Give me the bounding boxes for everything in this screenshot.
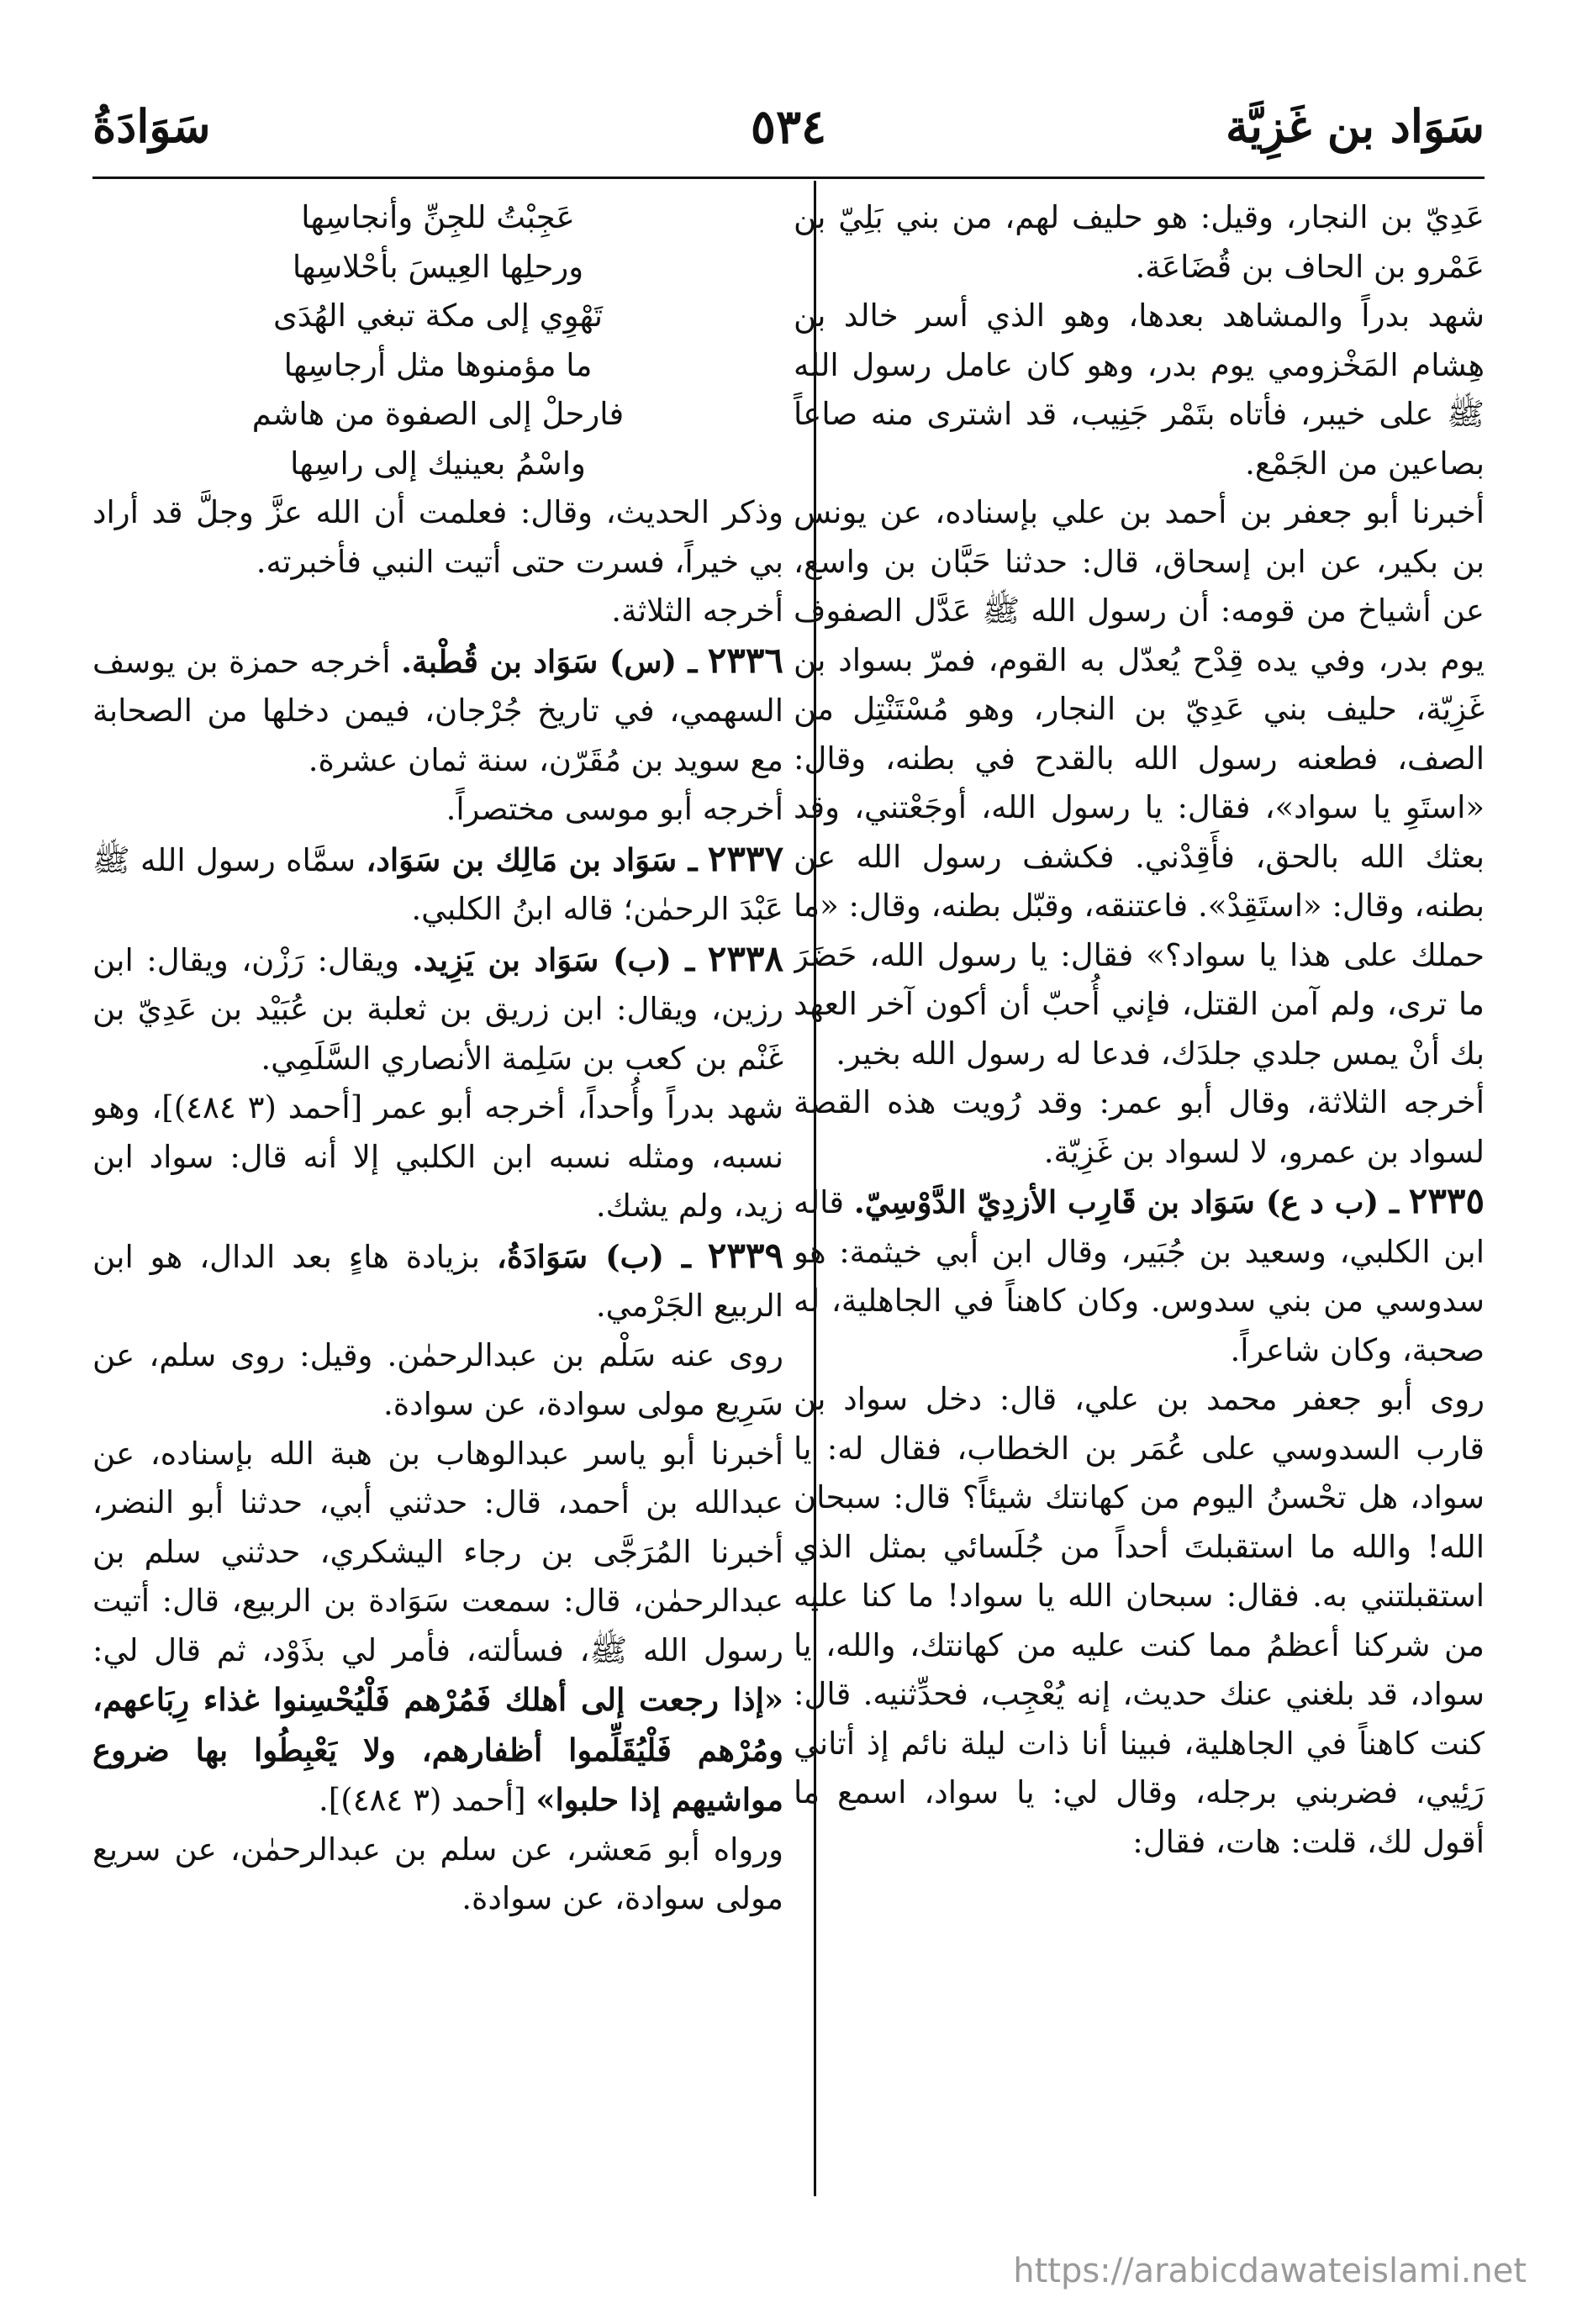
entry-text: ويقال: رَزْن، ويقال: ابن رزين، ويقال: ابن زريق بن ثعلبة بن عُبَيْد بن عَدِيّ بن غَنْم بن كعب بن سَلِمة الأنصاري السَّلَمِي. [92, 941, 783, 1077]
page-number: ٥٣٤ [750, 99, 827, 155]
entry-heading: ـ (ب) سَوَاد بن يَزِيد. [412, 941, 695, 978]
watermark-url: https://arabicdawateislami.net [1013, 2252, 1527, 2290]
header-rule [92, 177, 1485, 179]
entry-2337 [92, 835, 783, 935]
poem-verse: ما مؤمنوها مثل أرجاسِها [283, 346, 593, 383]
entry-heading: ـ (س) سَوَاد بن قُطْبة. [401, 642, 698, 680]
entry-number: ٢٣٣٥ [1408, 1180, 1485, 1221]
entry-heading: ـ (ب) سَوَادَةُ، [496, 1237, 691, 1275]
paragraph: أخرجه الثلاثة، وقال أبو عمر: وقد رُويت هذه القصة لسواد بن عمرو، لا لسواد بن غَزِيّة. [794, 1084, 1485, 1170]
entry-text: بزيادة هاءٍ بعد الدال، هو ابن الربيع الجَرْمي. [92, 1238, 783, 1324]
poem [92, 193, 783, 488]
entry-text: قاله ابن الكلبي، وسعيد بن جُبَير، وقال ابن أبي خيثمة: هو سدوسي من بني سدوس. وكان كاهناً في الجاهلية، له صحبة، وكان شاعراً. [794, 1184, 1485, 1368]
entry-2338 [92, 935, 783, 1084]
entry-heading: ـ سَوَاد بن مَالِك بن سَوَاد، [366, 841, 698, 878]
poem-verse: واسْمُ بعينيك إلى راسِها [290, 445, 586, 482]
poem-verse: تَهْوِي إلى مكة تبغي الهُدَى [272, 298, 604, 334]
paragraph: عَدِيّ بن النجار، وقيل: هو حليف لهم، من بني بَلِيّ بن عَمْرو بن الحاف بن قُضَاعَة. [794, 199, 1485, 285]
poem-verse: عَجِبْتُ للجِنِّ وأنجاسِها [301, 199, 575, 235]
paragraph: أخرجه الثلاثة. [611, 593, 783, 629]
page-header [92, 99, 1485, 175]
paragraph: شهد بدراً وأُحداً، أخرجه أبو عمر [أحمد (٣ ٤٨٤)]، وهو نسبه، ومثله نسبه ابن الكلبي إلا أنه قال: سواد ابن زيد، ولم يشك. [92, 1089, 783, 1224]
entry-number: ٢٣٣٦ [707, 639, 783, 681]
paragraph: ورواه أبو مَعشر، عن سلم بن عبدالرحمٰن، عن سريع مولى سوادة، عن سوادة. [92, 1831, 783, 1916]
poem-verse: ورحلِها العِيسَ بأحْلاسِها [292, 248, 584, 285]
paragraph: وذكر الحديث، وقال: فعلمت أن الله عزَّ وجلَّ قد أراد بي خيراً، فسرت حتى أتيت النبي فأخبرته. [92, 494, 783, 580]
entry-2335 [794, 1177, 1485, 1375]
paragraph: أخرجه أبو موسى مختصراً. [446, 791, 783, 827]
left-column [92, 193, 783, 2190]
paragraph: روى أبو جعفر محمد بن علي، قال: دخل سواد بن قارب السدوسي على عُمَر بن الخطاب، فقال له: يا سواد، هل تحْسنُ اليوم من كهانتك شيئاً؟ قال: سبحان الله! والله ما استقبلتَ أحداً من جُلَسائي بمثل الذي استقبلتني به. فقال: سبحان الله يا سواد! ما كنا عليه من شركنا أعظمُ مما كنت عليه من كهانتك، والله، يا سواد، قد بلغني عنك حديث، إنه يُعْجِب، فحدِّثنيه. قال: كنت كاهناً في الجاهلية، فبينا أنا ذات ليلة نائم إذ أتاني رَئِيي، فضربني برجله، وقال لي: يا سواد، اسمع ما أقول لك، قلت: هات، فقال: [794, 1381, 1485, 1860]
entry-number: ٢٣٣٧ [707, 837, 783, 879]
entry-2336 [92, 636, 783, 786]
poem-verse: فارحلْ إلى الصفوة من هاشم [251, 396, 625, 432]
paragraph: روى عنه سَلْم بن عبدالرحمٰن. وقيل: روى سلم، عن سَرِيع مولى سوادة، عن سوادة. [92, 1336, 783, 1422]
paragraph: شهد بدراً والمشاهد بعدها، وهو الذي أسر خالد بن هِشام المَخْزومي يوم بدر، وهو كان عامل رسول الله ﷺ على خيبر، فأتاه بتَمْر جَنِيب، قد اشترى منه صاعاً بصاعين من الجَمْع. [794, 298, 1485, 482]
running-title-right: سَوَاد بن غَزِيَّة [1226, 99, 1485, 153]
hadith-paragraph [92, 1430, 783, 1826]
entry-heading: ـ (ب د ع) سَوَاد بن قَارِب الأزدِيّ الدَّوْسِيّ. [853, 1183, 1399, 1220]
citation: [أحمد (٣ ٤٨٤)]. [319, 1782, 526, 1818]
entry-text: أخرجه حمزة بن يوسف السهمي، في تاريخ جُرْجان، فيمن دخلها من الصحابة مع سويد بن مُقَرّن، سنة ثمان عشرة. [92, 643, 783, 778]
running-title-left: سَوَادَةُ [92, 99, 211, 153]
paragraph-text: أخبرنا أبو ياسر عبدالوهاب بن هبة الله بإسناده، عن عبدالله بن أحمد، قال: حدثني أبي، حدثنا أبو النضر، أخبرنا المُرَجَّى بن رجاء اليشكري، حدثني سلم بن عبدالرحمٰن، قال: سمعت سَوَادة بن الربيع، قال: أتيت رسول الله ﷺ، فسألته، فأمر لي بذَوْد، ثم قال لي: [92, 1435, 783, 1668]
entry-number: ٢٣٣٩ [707, 1234, 783, 1276]
hadith-quote: «إذا رجعت إلى أهلك فَمُرْهم فَلْيُحْسِنوا غذاء رِبَاعهم، ومُرْهم فَلْيُقَلِّموا أظفارهم، ولا يَعْبِطُوا بها ضروع مواشيهم إذا حلبوا» [92, 1681, 783, 1818]
right-column [794, 193, 1485, 2190]
entry-text: سمَّاه رسول الله ﷺ عَبْدَ الرحمٰن؛ قاله ابنُ الكلبي. [92, 841, 783, 927]
entry-2339 [92, 1231, 783, 1331]
entry-number: ٢٣٣٨ [707, 937, 783, 979]
paragraph: أخبرنا أبو جعفر بن أحمد بن علي بإسناده، عن يونس بن بكير، عن ابن إسحاق، قال: حدثنا حَبَّان بن واسع، عن أشياخ من قومه: أن رسول الله ﷺ عَدَّل الصفوف يوم بدر، وفي يده قِدْح يُعدّل به القوم، فمرّ بسواد بن غَزِيّة، حليف بني عَدِيّ بن النجار، وهو مُسْتَنْتِل من الصف، فطعنه رسول الله بالقدح في بطنه، وقال: «استَوِ يا سواد»، فقال: يا رسول الله، أوجَعْتني، وقد بعثك الله بالحق، فأَقِدْني. فكشف رسول الله عن بطنه، وقال: «استَقِدْ». فاعتنقه، وقبّل بطنه، وقال: «ما حملك على هذا يا سواد؟» فقال: يا رسول الله، حَضَرَ ما ترى، ولم آمن القتل، فإني أُحبّ أن أكون آخر العهد بك أنْ يمس جلدي جلدَك، فدعا له رسول الله بخير. [794, 494, 1485, 1072]
